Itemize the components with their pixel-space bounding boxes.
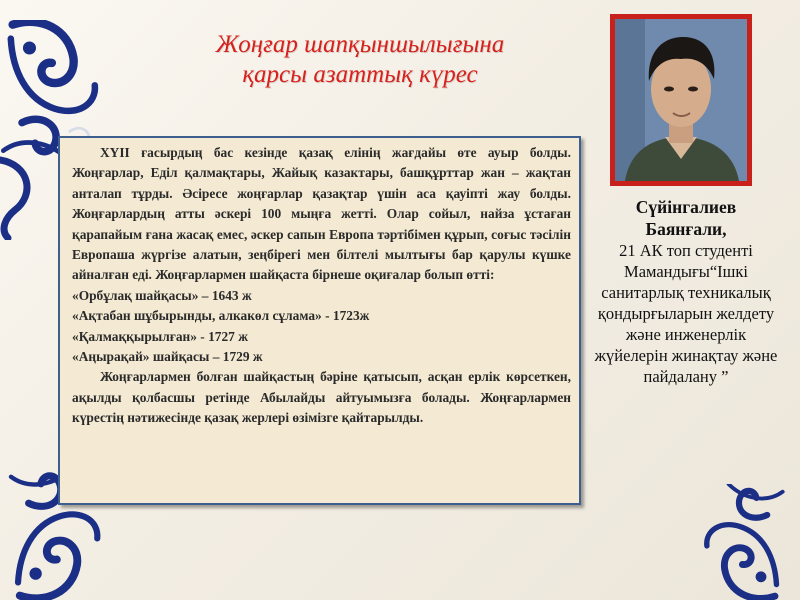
student-firstname: Баянғали,: [645, 219, 727, 239]
student-surname: Сүйінгалиев: [635, 197, 737, 217]
ornament-left-middle-icon: [0, 150, 40, 240]
student-caption: [592, 196, 780, 387]
history-text-box: [58, 136, 581, 505]
battle-item: «Ақтабан шұбырынды, алкакөл сұлама» - 1723ж: [72, 308, 370, 324]
student-details: 21 АК топ студенті Мамандығы“Ішкі санитарлық техникалық қондырғыларын желдету және инженерлік жүйелерін жинақтау және пайдалану ”: [594, 241, 778, 386]
student-photo: [610, 14, 752, 186]
ornament-bottom-right-icon: [688, 484, 800, 600]
title-line-2: қарсы азаттық күрес: [242, 61, 478, 88]
page-title: [150, 30, 570, 90]
portrait-image: [615, 19, 747, 181]
intro-paragraph: XYII ғасырдың бас кезінде қазақ елінің жағдайы өте ауыр болды. Жоңғарлар, Еділ қалмақтары, Жайық казактары, башқұрттар жан – жақтан анталап тұрды. Әсіресе жоңғарлар қазақтар үшін аса қауіпті жау болды. Жоңғарлардың атты әскері 100 мыңға жетті. Олар сойыл, найза ұстаған қарапайым ғана жасақ емес, әскер сапын Европа тәртібімен құрып, соғыс тәсілін Европаша жүргізе алатын, зеңбірегі мен білтелі мылтығы бар қарулы күшке айналған еді. Жоңғарлармен шайқаста бірнеше оқиғалар болып өтті:: [72, 145, 571, 283]
battle-item: «Орбұлақ шайқасы» – 1643 ж: [72, 287, 252, 303]
battle-item: «Аңырақай» шайқасы – 1729 ж: [72, 349, 263, 365]
battle-item: «Қалмаққырылған» - 1727 ж: [72, 328, 248, 344]
title-line-1: Жоңғар шапқыншылығына: [215, 31, 505, 58]
conclusion-paragraph: Жоңғарлармен болған шайқастың бәріне қатысып, асқан ерлік көрсеткен, ақылды қолбасшы ретінде Абылайды айтуымызға болады. Жоңғарлармен күрестің нәтижесінде қазақ жерлері өзімізге қайтарылды.: [72, 369, 571, 426]
